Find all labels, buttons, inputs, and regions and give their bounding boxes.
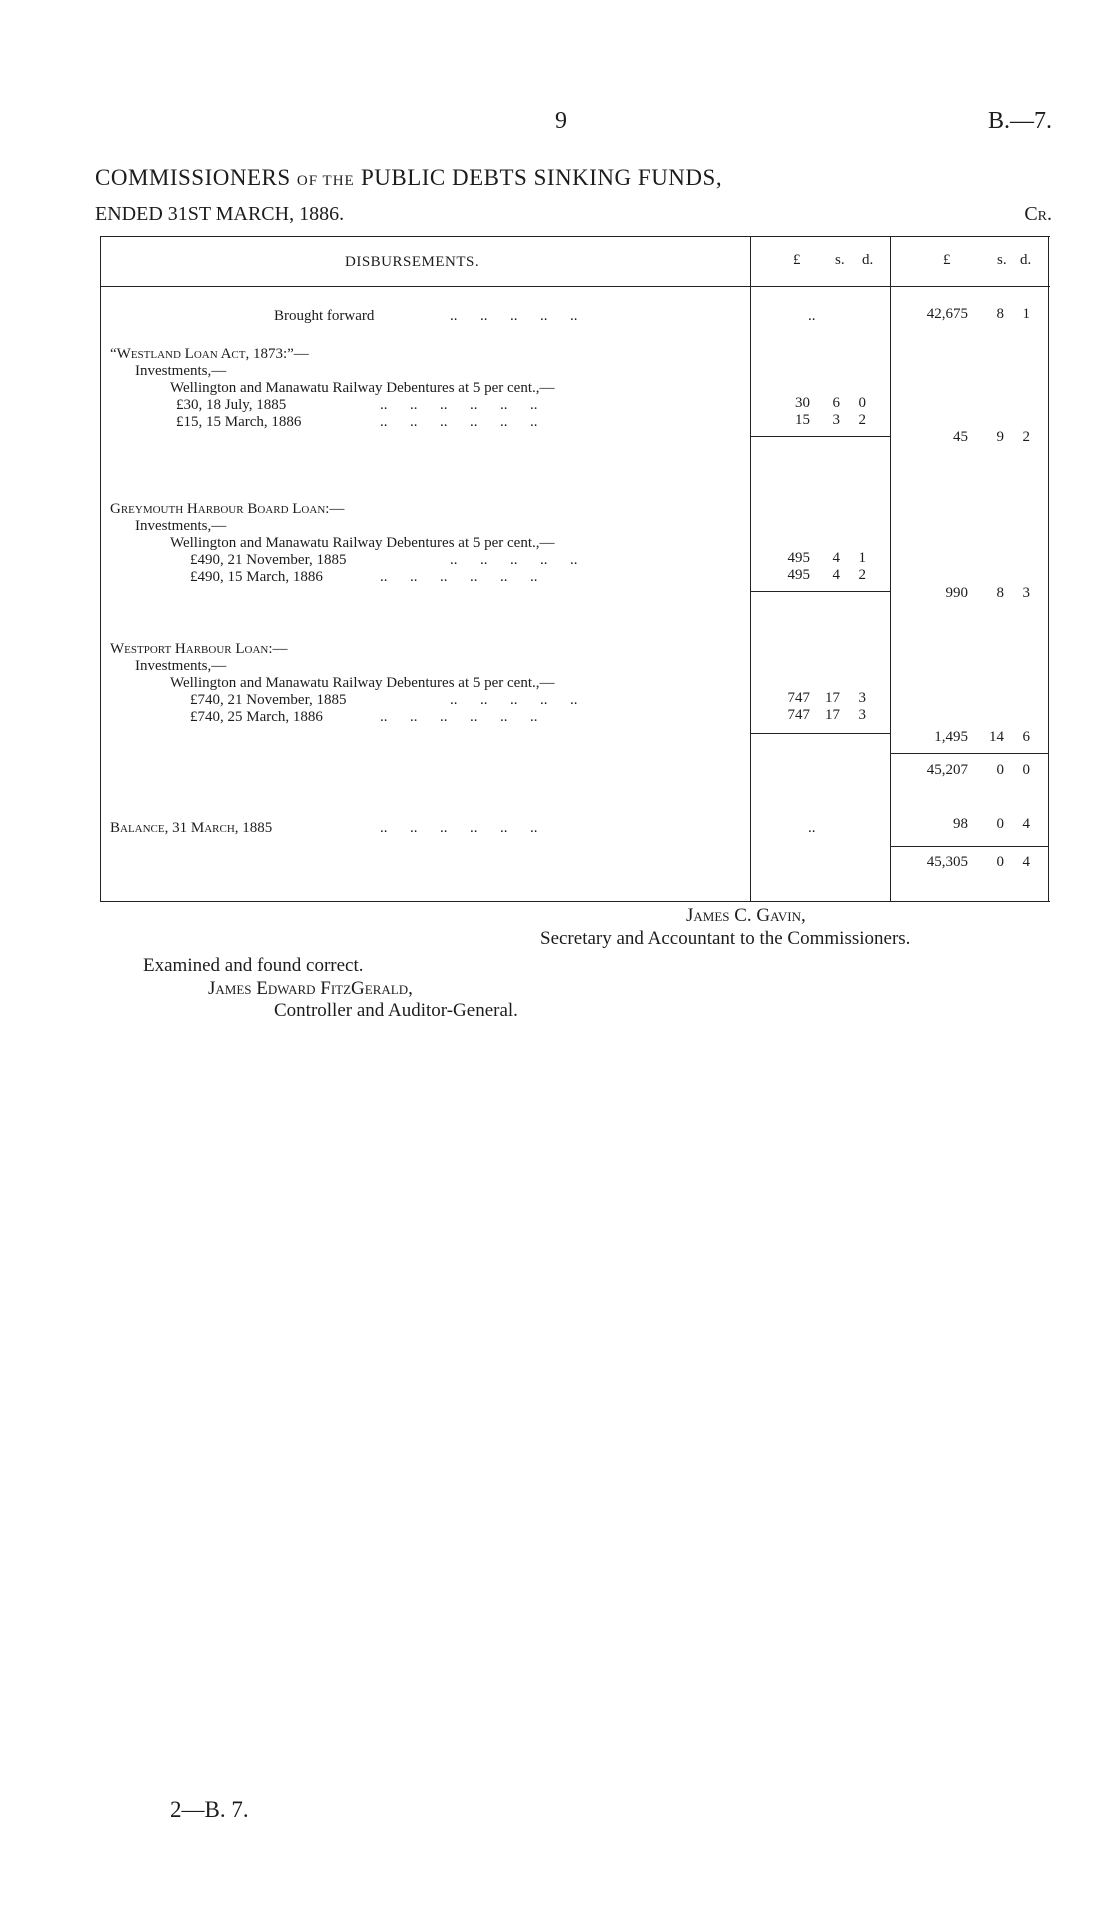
page-subtitle: ENDED 31ST MARCH, 1886. <box>95 203 345 225</box>
westport-item-1-label: £740, 21 November, 1885 <box>190 692 347 708</box>
subtotal-pence: 0 <box>1022 762 1030 778</box>
westland-investments: Investments,— <box>135 363 227 379</box>
greymouth-total-pence: 3 <box>1022 585 1030 601</box>
balance-label: Balance, 31 March, 1885 <box>110 820 273 836</box>
dot-leader: .. .. .. .. .. .. <box>380 820 538 836</box>
col2-pence-header: d. <box>1020 252 1032 268</box>
dot-leader: .. .. .. .. .. .. <box>380 709 538 725</box>
dot-leader: .. .. .. .. .. <box>450 552 578 568</box>
column-divider-1 <box>750 236 751 901</box>
subtotal-pounds: 45,207 <box>926 762 968 778</box>
greymouth-item-2-pounds: 495 <box>787 567 810 583</box>
westland-item-2-pence: 2 <box>858 412 866 428</box>
brought-forward-pounds: 42,675 <box>926 306 968 322</box>
examined-note: Examined and found correct. <box>143 955 364 976</box>
greymouth-item-2-pence: 2 <box>858 567 866 583</box>
page-number: 9 <box>555 108 567 134</box>
subtotal-rule <box>890 753 1048 754</box>
westport-total-shillings: 14 <box>989 729 1004 745</box>
westland-total-shillings: 9 <box>996 429 1004 445</box>
westland-title: “Westland Loan Act, 1873:”— <box>110 346 309 362</box>
westland-item-2-pounds: 15 <box>795 412 810 428</box>
westport-total-pence: 6 <box>1022 729 1030 745</box>
col1-pence-header: d. <box>862 252 874 268</box>
westland-item-1-shillings: 6 <box>832 395 840 411</box>
westport-item-2-label: £740, 25 March, 1886 <box>190 709 323 725</box>
greymouth-title: Greymouth Harbour Board Loan:— <box>110 501 345 517</box>
title-part-2: PUBLIC DEBTS SINKING FUNDS, <box>360 165 723 190</box>
greymouth-item-2-label: £490, 15 March, 1886 <box>190 569 323 585</box>
dot-leader: .. .. .. .. .. <box>450 308 578 324</box>
col2-pounds-header: £ <box>943 252 951 268</box>
greymouth-item-1-pounds: 495 <box>787 550 810 566</box>
subtotal-shillings: 0 <box>996 762 1004 778</box>
title-part-1: COMMISSIONERS <box>95 165 291 190</box>
auditor-title: Controller and Auditor-General. <box>274 1000 518 1021</box>
westland-rule <box>750 436 890 437</box>
col1-pounds-header: £ <box>793 252 801 268</box>
page-title <box>95 165 722 191</box>
westport-item-2-shillings: 17 <box>825 707 840 723</box>
table-bottom-border <box>100 901 1050 902</box>
footer-page-reference: 2—B. 7. <box>170 1797 249 1822</box>
brought-forward-pence: 1 <box>1022 306 1030 322</box>
westland-item-2-shillings: 3 <box>832 412 840 428</box>
grand-total-shillings: 0 <box>996 854 1004 870</box>
westport-total-pounds: 1,495 <box>934 729 968 745</box>
greymouth-total-shillings: 8 <box>996 585 1004 601</box>
dot-leader: .. .. .. .. .. .. <box>380 414 538 430</box>
westport-title: Westport Harbour Loan:— <box>110 641 288 657</box>
brought-forward-col1: .. <box>808 308 816 324</box>
col1-shillings-header: s. <box>835 252 845 268</box>
greymouth-rule <box>750 591 890 592</box>
auditor-name: James Edward FitzGerald, <box>208 978 413 999</box>
dot-leader: .. .. .. .. .. <box>450 692 578 708</box>
westland-item-1-pounds: 30 <box>795 395 810 411</box>
header-separator <box>100 286 1050 287</box>
column-divider-2 <box>890 236 891 901</box>
greymouth-investments: Investments,— <box>135 518 227 534</box>
westport-item-1-shillings: 17 <box>825 690 840 706</box>
col2-shillings-header: s. <box>997 252 1007 268</box>
westport-item-1-pounds: 747 <box>787 690 810 706</box>
westport-railway: Wellington and Manawatu Railway Debentures at 5 per cent.,— <box>170 675 555 691</box>
title-small: OF THE <box>296 173 355 189</box>
credit-label: Cr. <box>1024 203 1052 225</box>
document-reference: B.—7. <box>987 108 1052 134</box>
grand-total-pence: 4 <box>1022 854 1030 870</box>
greymouth-total-pounds: 990 <box>945 585 968 601</box>
westport-rule <box>750 733 890 734</box>
secretary-title: Secretary and Accountant to the Commissioners. <box>540 928 911 949</box>
left-border <box>100 236 101 901</box>
dot-leader: .. .. .. .. .. .. <box>380 397 538 413</box>
brought-forward-shillings: 8 <box>996 306 1004 322</box>
balance-pounds: 98 <box>953 816 968 832</box>
balance-col1: .. <box>808 820 816 836</box>
grand-total-pounds: 45,305 <box>926 854 968 870</box>
westland-item-1-label: £30, 18 July, 1885 <box>176 397 287 413</box>
greymouth-item-1-pence: 1 <box>858 550 866 566</box>
right-border <box>1048 236 1049 901</box>
westland-railway: Wellington and Manawatu Railway Debentures at 5 per cent.,— <box>170 380 555 396</box>
balance-pence: 4 <box>1022 816 1030 832</box>
westport-investments: Investments,— <box>135 658 227 674</box>
greymouth-item-2-shillings: 4 <box>832 567 840 583</box>
secretary-name: James C. Gavin, <box>686 905 806 926</box>
westland-total-pounds: 45 <box>953 429 968 445</box>
greymouth-railway: Wellington and Manawatu Railway Debentures at 5 per cent.,— <box>170 535 555 551</box>
disbursements-header: DISBURSEMENTS. <box>345 254 480 270</box>
greymouth-item-1-shillings: 4 <box>832 550 840 566</box>
westport-item-1-pence: 3 <box>858 690 866 706</box>
westland-item-2-label: £15, 15 March, 1886 <box>176 414 302 430</box>
table-top-border <box>100 236 1050 237</box>
dot-leader: .. .. .. .. .. .. <box>380 569 538 585</box>
disbursements-table <box>100 236 1050 906</box>
westland-item-1-pence: 0 <box>858 395 866 411</box>
westport-item-2-pounds: 747 <box>787 707 810 723</box>
westport-item-2-pence: 3 <box>858 707 866 723</box>
brought-forward-label: Brought forward <box>274 308 375 324</box>
greymouth-item-1-label: £490, 21 November, 1885 <box>190 552 347 568</box>
westland-total-pence: 2 <box>1022 429 1030 445</box>
balance-shillings: 0 <box>996 816 1004 832</box>
grand-total-rule <box>890 846 1048 847</box>
